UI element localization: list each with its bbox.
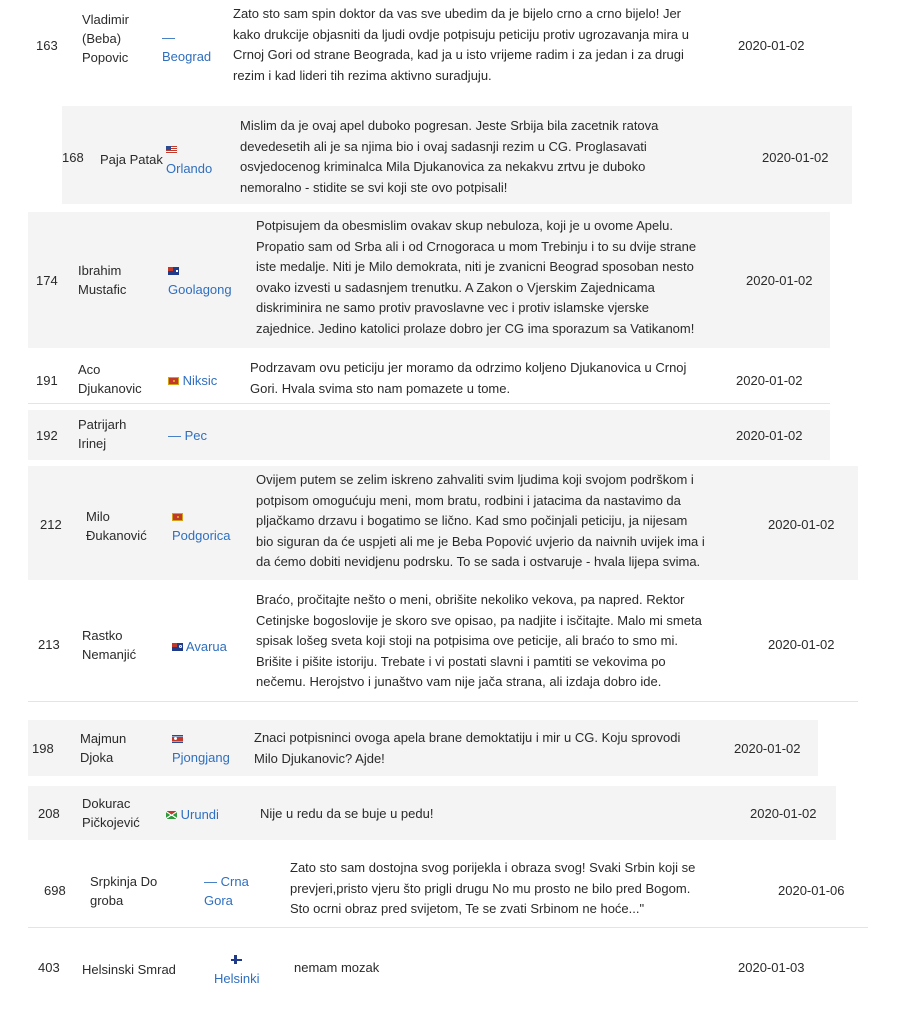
signer-name-line: Đukanović xyxy=(86,528,147,543)
comment-line: Gori. Hvala svima sto nam pomazete u tome. xyxy=(250,380,511,396)
location-link[interactable]: Gora xyxy=(204,893,233,908)
signer-name-line: Dokurac xyxy=(82,796,131,811)
signer-location[interactable] xyxy=(172,637,227,656)
signature-date: 2020-01-02 xyxy=(734,741,801,756)
table-row xyxy=(20,0,826,96)
comment-line: Zato sto sam dostojna svog porijekla i obraza svog! Svaki Srbin koji se xyxy=(290,860,696,875)
signer-name-line: Ibrahim xyxy=(78,263,122,278)
signer-name xyxy=(82,960,176,979)
signer-comment xyxy=(260,804,720,825)
table-row xyxy=(28,940,848,1000)
comment-line: Propatio sam od Srba ali i od Crnogoraca u mom Trebinju i to su dvije strane xyxy=(256,238,697,254)
table-row xyxy=(28,466,858,580)
comment-line: nečemu. Herojstvo i junaštvo vam nije jača strana, ali izdaja dobro ide. xyxy=(256,674,662,689)
comment-line: pljačkamo drzavu i bogatimo se lično. Kad smo počinjali peticiju, ja nijesam xyxy=(256,513,688,528)
table-row xyxy=(28,588,858,702)
signer-name-line: Pičkojević xyxy=(82,815,140,830)
comment-line: Podrzavam ovu peticiju jer moramo da odrzimo koljeno Djukanovica u Crnoj xyxy=(250,360,687,375)
signer-comment xyxy=(250,358,730,399)
table-row xyxy=(28,212,830,348)
signer-name-line: Srpkinja Do xyxy=(90,874,158,889)
comment-line: Znaci potpisninci ovoga apela brane demoktatiju i mir u CG. Koju sprovodi xyxy=(254,730,681,745)
comment-line: Potpisujem da obesmislim ovakav skup nebuloza, koji je u ovome Apelu. xyxy=(256,218,673,233)
location-link[interactable]: Urundi xyxy=(180,807,219,822)
signer-name xyxy=(90,872,157,910)
signer-comment xyxy=(294,958,694,979)
signature-date: 2020-01-02 xyxy=(746,273,813,288)
signer-name xyxy=(82,626,136,664)
comment-line: potpisom omogućuju meni, mom bratu, rodbini i jatacima da nastavimo da xyxy=(256,492,681,508)
comment-line: Nije u redu da se buje u pedu! xyxy=(260,806,434,821)
location-link[interactable]: Pjongjang xyxy=(172,750,230,765)
comment-line: Cetinjske bogoslovije je skoro sve opisao, pa nadjite i isčitajte. Malo mi smeta xyxy=(256,612,702,628)
signer-name xyxy=(86,507,147,545)
signature-date: 2020-01-02 xyxy=(738,38,805,53)
comment-line: Brišite i pišite istoriju. Trebate i vi postati slavni i pamtiti se vekovima po xyxy=(256,653,666,669)
signer-comment xyxy=(256,590,776,693)
comment-line: nemoralno - stidite se svi koji ste ovo potpisali! xyxy=(240,179,508,195)
signer-location[interactable] xyxy=(162,28,211,66)
comment-line: osvjedocenog kriminalca Mila Djukanovica za nekakvu zrtvu je duboko xyxy=(240,159,646,174)
signer-name-line: Nemanjić xyxy=(82,647,137,662)
burundi-flag-icon xyxy=(166,811,177,819)
signature-id: 208 xyxy=(38,806,60,821)
comment-line: rezim i kad lideri tih rezima aktivno suradjuju. xyxy=(233,67,492,83)
signer-name-line: groba xyxy=(90,893,124,908)
signature-date: 2020-01-02 xyxy=(750,806,817,821)
comment-line: Crnoj Gori od strane Beograda, kad ja u isto vrijeme radim i za jedan i za drugi xyxy=(233,47,684,62)
signer-location[interactable] xyxy=(166,140,212,178)
signer-location[interactable] xyxy=(204,872,249,910)
comment-line: Mislim da je ovaj apel duboko pogresan. Jeste Srbija bila zacetnik ratova xyxy=(240,118,659,133)
comment-line: kako drukcije objasniti da ljudi ovdje potpisuju peticiju protiv ugrozavanja mira u xyxy=(233,26,689,42)
signer-name-line: Patrijarh xyxy=(78,417,127,432)
signer-name-line: Majmun xyxy=(80,731,127,746)
table-row xyxy=(28,720,818,776)
signature-id: 698 xyxy=(44,883,66,898)
signer-name-line: Popovic xyxy=(82,50,129,65)
comment-line: diskriminira ne samo protiv pravoslavne vec i protiv islamske vjerske xyxy=(256,300,650,315)
signature-date: 2020-01-02 xyxy=(762,150,829,165)
signer-name-line: Vladimir xyxy=(82,12,129,27)
signer-name-line: Djoka xyxy=(80,750,114,765)
comment-line: prevjeri,pristo vjeru što prigli drugu No mu prosto ne bilo pred Bogom. xyxy=(290,880,691,896)
signer-name-line: Mustafic xyxy=(78,282,127,297)
signature-date: 2020-01-02 xyxy=(768,637,835,652)
signature-id: 192 xyxy=(36,428,58,443)
signer-location[interactable] xyxy=(214,950,260,988)
signature-date: 2020-01-02 xyxy=(768,517,835,532)
comment-line: devedesetih ali je sa njima bio i ovaj sadasnji rezim u CG. Proglasavati xyxy=(240,138,647,154)
table-row xyxy=(28,354,830,404)
signer-comment xyxy=(233,4,733,86)
location-link[interactable]: Pec xyxy=(184,428,208,443)
signer-name xyxy=(100,150,163,169)
table-row xyxy=(28,786,836,840)
signer-name xyxy=(78,360,142,398)
signer-name xyxy=(80,729,126,767)
signer-location[interactable] xyxy=(168,371,217,390)
table-row xyxy=(28,410,830,460)
location-link[interactable]: Niksic xyxy=(182,373,218,388)
north-korea-flag-icon xyxy=(172,735,183,743)
signature-date: 2020-01-03 xyxy=(738,960,805,975)
signature-date: 2020-01-06 xyxy=(778,883,845,898)
comment-line: ovako izvesti u sadasnjem trenutku. A Zakon o Vjerskim Zajednicama xyxy=(256,279,655,295)
signer-name-line: Irinej xyxy=(78,436,107,451)
signer-comment xyxy=(240,116,740,198)
signature-id: 174 xyxy=(36,273,58,288)
location-link[interactable]: Helsinki xyxy=(214,971,260,986)
finland-flag-icon xyxy=(231,955,242,964)
comment-line: Zato sto sam spin doktor da vas sve ubedim da je bijelo crno a crno bijelo! Jer xyxy=(233,6,682,21)
comment-line: nemam mozak xyxy=(294,960,380,975)
signer-name-line: Paja Patak xyxy=(100,152,163,167)
signature-date: 2020-01-02 xyxy=(736,428,803,443)
signature-id: 213 xyxy=(38,637,60,652)
location-link[interactable]: Crna xyxy=(220,874,249,889)
signature-id: 191 xyxy=(36,373,58,388)
signer-name-line: Milo xyxy=(86,509,110,524)
comment-line: Milo Djukanovic? Ajde! xyxy=(254,750,385,766)
signer-name-line: Aco xyxy=(78,362,101,377)
location-link[interactable]: Avarua xyxy=(185,639,227,654)
location-link[interactable]: Orlando xyxy=(166,161,213,176)
no-flag-dash: — xyxy=(168,428,185,443)
montenegro-flag-icon xyxy=(172,513,183,521)
signer-name xyxy=(78,415,126,453)
comment-line: Ovijem putem se zelim iskreno zahvaliti svim ljudima koji svojom podrškom i xyxy=(256,472,694,487)
comment-line: Sto ocrni obraz pred svijetom, Te se zvati Srbinom ne hoće..." xyxy=(290,901,645,916)
signer-location[interactable] xyxy=(168,261,232,299)
montenegro-flag-icon xyxy=(168,377,179,385)
signature-id: 198 xyxy=(32,741,54,756)
signer-name-line: Djukanovic xyxy=(78,381,142,396)
signer-name-line: Rastko xyxy=(82,628,123,643)
comment-line: bio siguran da će uspjeti ali me je Beba Popović uvjerio da naivnih uvijek ima i xyxy=(256,533,705,549)
australia-flag-icon xyxy=(168,267,179,275)
comment-line: spisak lošeg sveta koji stoji na potpisima ove peticije, ali braćo to smo mi. xyxy=(256,633,678,648)
table-row xyxy=(28,852,868,928)
no-flag-dash: — xyxy=(162,30,175,45)
no-flag-dash: — xyxy=(204,874,221,889)
comment-line: zajednice. Jedino katolici prolaze dobro jer CG ima sporazum sa Vatikanom! xyxy=(256,320,695,336)
signer-comment xyxy=(254,728,734,769)
signer-name xyxy=(82,10,129,67)
signer-location[interactable] xyxy=(166,805,219,824)
signer-name xyxy=(82,794,140,832)
signer-name xyxy=(78,261,126,299)
signer-comment xyxy=(256,216,756,339)
signature-id: 212 xyxy=(40,517,62,532)
table-row xyxy=(62,106,852,204)
comment-line: Braćo, pročitajte nešto o meni, obrišite nekoliko vekova, pa napred. Rektor xyxy=(256,592,685,607)
signer-location[interactable] xyxy=(168,426,207,445)
signature-id: 403 xyxy=(38,960,60,975)
signature-id: 168 xyxy=(62,150,84,165)
signer-location[interactable] xyxy=(172,507,231,545)
us-flag-icon xyxy=(166,146,177,154)
signature-id: 163 xyxy=(36,38,58,53)
location-link[interactable]: Goolagong xyxy=(168,282,232,297)
signer-name-line: Helsinski Smrad xyxy=(82,962,176,977)
location-link[interactable]: Beograd xyxy=(162,49,212,64)
signer-comment xyxy=(256,470,776,573)
signature-date: 2020-01-02 xyxy=(736,373,803,388)
signer-name-line: (Beba) xyxy=(82,31,122,46)
signer-location[interactable] xyxy=(172,729,230,767)
comment-line: iste medalje. Niti je Milo demokrata, niti je zvanicni Beograd sposoban nesto xyxy=(256,259,694,274)
comment-line: da ćemo dobiti nevidjenu podrsku. To se sada i ostvaruje - hvala lijepa svima. xyxy=(256,554,701,569)
signer-comment xyxy=(290,858,770,920)
location-link[interactable]: Podgorica xyxy=(172,528,231,543)
cook-islands-flag-icon xyxy=(172,643,183,651)
